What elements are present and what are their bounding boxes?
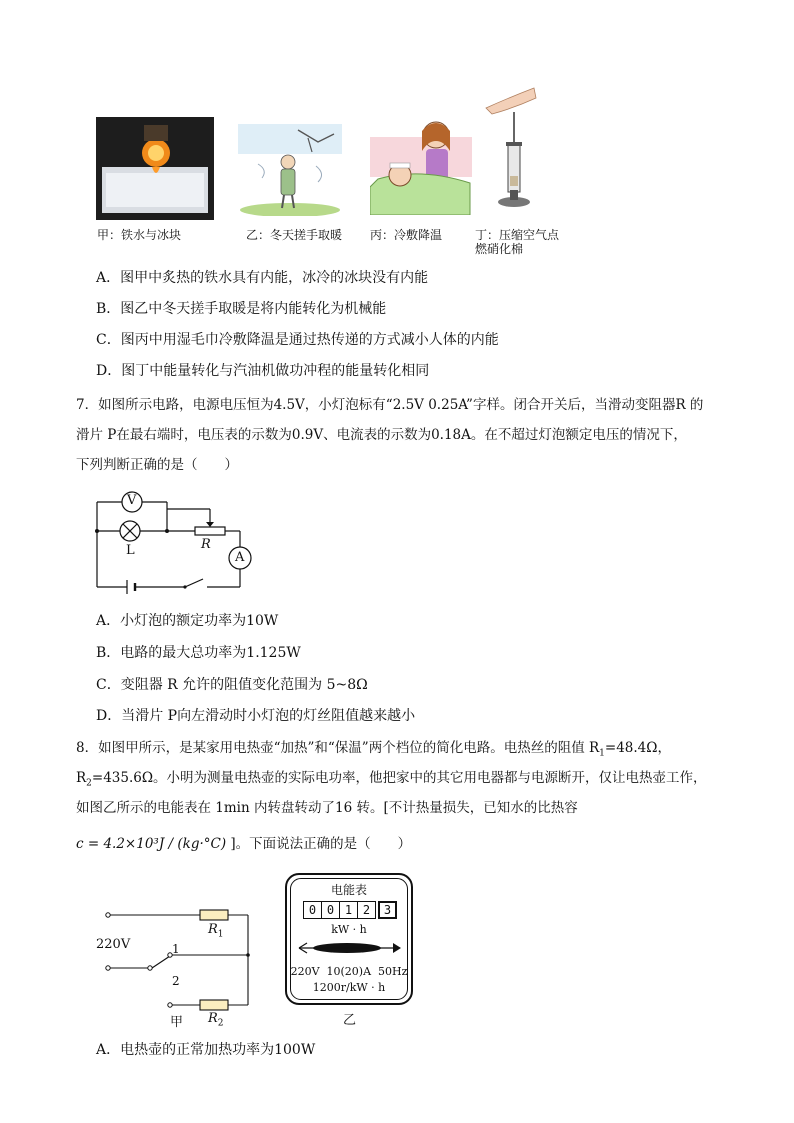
caption-ding-line1: 丁：压缩空气点 [475, 228, 560, 242]
meter-title: 电能表 [330, 883, 367, 897]
meter-digit: 2 [358, 901, 376, 919]
figure-rubbing-hands [238, 124, 342, 216]
q8-circuit-jia [90, 900, 260, 1030]
q8-option-a: A．电热壶的正常加热功率为100W [96, 1042, 316, 1058]
q7-circuit-diagram [90, 485, 260, 595]
meter-disk-arrow [297, 939, 401, 957]
meter-digits [303, 901, 397, 919]
q8-contact-2: 2 [172, 974, 180, 988]
q6-option-d: D．图丁中能量转化与汽油机做功冲程的能量转化相同 [96, 363, 430, 379]
q8-caption-jia: 甲 [170, 1015, 184, 1030]
meter-specs: 220V 10(20)A 50Hz [290, 965, 408, 978]
caption-ding-line2: 燃硝化棉 [475, 242, 524, 256]
meter-digit: 0 [322, 901, 340, 919]
q7-option-b: B．电路的最大总功率为1.125W [96, 645, 301, 661]
q7-voltmeter-label: V [127, 493, 137, 508]
caption-bing: 丙：冷敷降温 [370, 228, 443, 242]
meter-digit: 0 [303, 901, 322, 919]
q8-r2-label: $R_2$ [208, 1011, 224, 1029]
caption-yi: 乙：冬天搓手取暖 [246, 228, 343, 242]
q8-formula: c = 4.2×10³J / (kg·°C) [76, 836, 227, 852]
q7-option-a: A．小灯泡的额定功率为10W [96, 613, 279, 629]
q7-stem-line3: 下列判断正确的是（ ） [76, 457, 238, 473]
q7-option-d: D．当滑片 P向左滑动时小灯泡的灯丝阻值越来越小 [96, 708, 416, 724]
figure-iron-and-ice [96, 117, 214, 220]
q8-energy-meter [285, 873, 413, 1005]
q6-option-c: C．图丙中用湿毛巾冷敷降温是通过热传递的方式减小人体的内能 [96, 332, 499, 348]
q6-option-b: B．图乙中冬天搓手取暖是将内能转化为机械能 [96, 301, 387, 317]
q7-lamp-label: L [126, 543, 135, 558]
meter-rate: 1200r/kW · h [312, 981, 386, 994]
q8-contact-1: 1 [172, 942, 180, 956]
q8-caption-yi: 乙 [343, 1013, 357, 1028]
q8-stem-line1: 8．如图甲所示，是某家用电热壶“加热”和“保温”两个档位的简化电路。电热丝的阻值 $R_1=48.4\Omega$， [76, 740, 671, 759]
meter-digit-decimal: 3 [378, 901, 397, 919]
figure-cold-compress [370, 117, 472, 215]
q7-rheostat-label: R [201, 537, 211, 552]
q8-r1-label: $R_1$ [208, 922, 224, 940]
q8-stem-line4: c = 4.2×10³J / (kg·°C) ]。下面说法正确的是（ ） [76, 836, 412, 852]
q8-voltage-label: 220V [96, 937, 131, 952]
q7-stem-line1: 7．如图所示电路，电源电压恒为4.5V，小灯泡标有“2.5V 0.25A”字样。闭合开关后，当滑动变阻器R 的 [76, 397, 704, 413]
caption-jia: 甲：铁水与冰块 [97, 228, 182, 242]
q8-stem-line2: $R_2=435.6\Omega$。小明为测量电热壶的实际电功率，他把家中的其它用电器都与电源断开，仅让电热壶工作， [76, 770, 707, 789]
meter-digit: 1 [340, 901, 358, 919]
q7-ammeter-label: A [235, 550, 245, 565]
meter-unit: kW · h [331, 923, 367, 936]
figure-compress-air [478, 84, 538, 214]
q7-option-c: C．变阻器 R 允许的阻值变化范围为 5~8Ω [96, 677, 368, 693]
q7-stem-line2: 滑片 P在最右端时，电压表的示数为0.9V、电流表的示数为0.18A。在不超过灯泡额定电压的情况下， [76, 427, 687, 443]
q8-stem-line3: 如图乙所示的电能表在 1min 内转盘转动了16 转。[不计热量损失，已知水的比热容 [76, 800, 578, 816]
q6-option-a: A．图甲中炙热的铁水具有内能，冰冷的冰块没有内能 [96, 270, 429, 286]
